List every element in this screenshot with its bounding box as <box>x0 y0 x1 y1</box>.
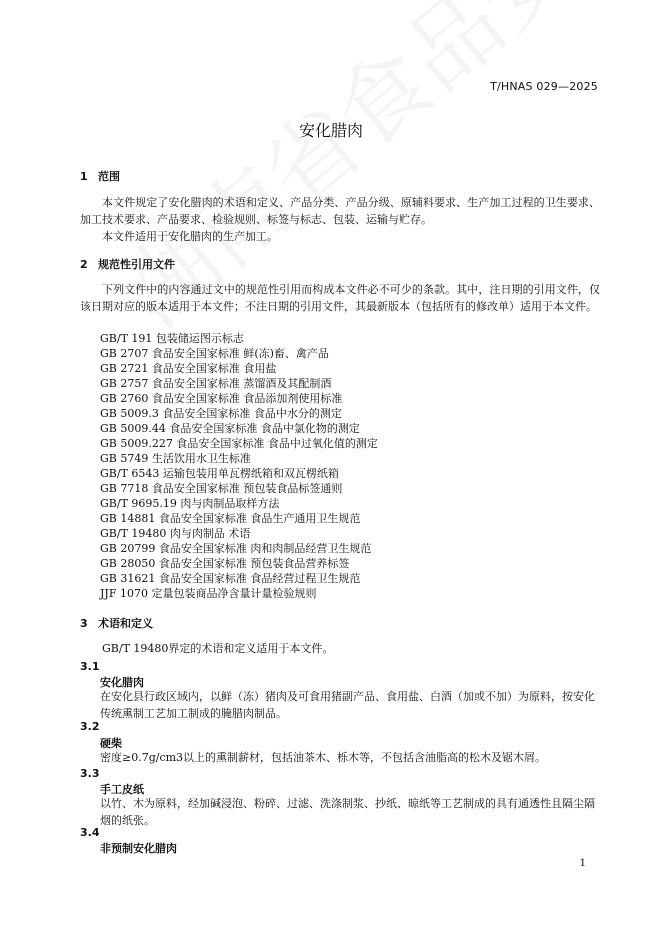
section-number: 2 <box>80 258 88 271</box>
reference-item: GB 2757 食品安全国家标准 蒸馏酒及其配制酒 <box>100 377 332 390</box>
reference-item: GB 5009.3 食品安全国家标准 食品中水分的测定 <box>100 407 342 420</box>
scope-paragraph-1: 本文件规定了安化腊肉的术语和定义、产品分类、产品分级、原辅料要求、生产加工过程的卫生要求、加工技术要求、产品要求、检验规则、标签与标志、包装、运输与贮存。 <box>80 196 600 226</box>
reference-item: GB 28050 食品安全国家标准 预包装食品营养标签 <box>100 557 350 570</box>
reference-item: GB/T 19480 肉与肉制品 术语 <box>100 527 251 540</box>
term-number: 3.3 <box>80 767 100 780</box>
reference-item: GB 5749 生活饮用水卫生标准 <box>100 452 251 465</box>
section-title: 规范性引用文件 <box>98 258 175 271</box>
reference-item: GB 5009.44 食品安全国家标准 食品中氯化物的测定 <box>100 422 360 435</box>
reference-item: GB 7718 食品安全国家标准 预包装食品标签通则 <box>100 482 343 495</box>
reference-item: GB 2707 食品安全国家标准 鲜(冻)畜、禽产品 <box>100 347 329 360</box>
reference-item: GB 20799 食品安全国家标准 肉和肉制品经营卫生规范 <box>100 542 372 555</box>
scope-paragraph-2: 本文件适用于安化腊肉的生产加工。 <box>102 230 278 243</box>
term-number: 3.4 <box>80 826 100 839</box>
term-definition: 密度≥0.7g/cm3以上的熏制薪材，包括油茶木、栎木等，不包括含油脂高的松木及锯木屑。 <box>100 751 547 764</box>
term-name: 安化腊肉 <box>100 676 144 689</box>
section-number: 1 <box>80 170 88 183</box>
reference-item: JJF 1070 定量包装商品净含量计量检验规则 <box>100 587 317 600</box>
term-name: 非预制安化腊肉 <box>100 842 177 855</box>
reference-item: GB 5009.227 食品安全国家标准 食品中过氧化值的测定 <box>100 437 378 450</box>
term-definition: 在安化县行政区域内，以鲜（冻）猪肉及可食用猪副产品、食用盐、白酒（加或不加）为原料，按安化传统熏制工艺加工制成的腌腊肉制品。 <box>100 690 595 720</box>
refs-intro: 下列文件中的内容通过文中的规范性引用而构成本文件必不可少的条款。其中，注日期的引用文件，仅该日期对应的版本适用于本文件；不注日期的引用文件，其最新版本（包括所有的修改单）适用于本文件。 <box>80 283 600 313</box>
term-number: 3.1 <box>80 660 100 673</box>
reference-item: GB 14881 食品安全国家标准 食品生产通用卫生规范 <box>100 512 361 525</box>
term-name: 手工皮纸 <box>100 783 144 796</box>
section-title: 范围 <box>98 170 120 183</box>
section-title: 术语和定义 <box>98 617 153 630</box>
section-number: 3 <box>80 617 88 630</box>
page-title: 安化腊肉 <box>298 121 363 140</box>
reference-item: GB/T 9695.19 肉与肉制品取样方法 <box>100 497 280 510</box>
reference-item: GB/T 6543 运输包装用单瓦楞纸箱和双瓦楞纸箱 <box>100 467 339 480</box>
section-heading-refs <box>80 256 175 272</box>
section-heading-terms <box>80 615 153 631</box>
terms-intro: GB/T 19480界定的术语和定义适用于本文件。 <box>102 642 334 655</box>
term-name: 硬柴 <box>100 737 122 750</box>
doc-number: T/HNAS 029—2025 <box>490 80 598 93</box>
page-number: 1 <box>579 858 586 869</box>
term-definition: 以竹、木为原料，经加碱浸泡、粉碎、过滤、洗涤制浆、抄纸、晾纸等工艺制成的具有通透性且隔尘隔烟的纸张。 <box>100 797 595 827</box>
section-heading-scope <box>80 168 120 184</box>
reference-item: GB 31621 食品安全国家标准 食品经营过程卫生规范 <box>100 572 361 585</box>
reference-item: GB 2721 食品安全国家标准 食用盐 <box>100 362 277 375</box>
reference-item: GB 2760 食品安全国家标准 食品添加剂使用标准 <box>100 392 343 405</box>
term-number: 3.2 <box>80 720 100 733</box>
reference-item: GB/T 191 包装储运图示标志 <box>100 332 244 345</box>
